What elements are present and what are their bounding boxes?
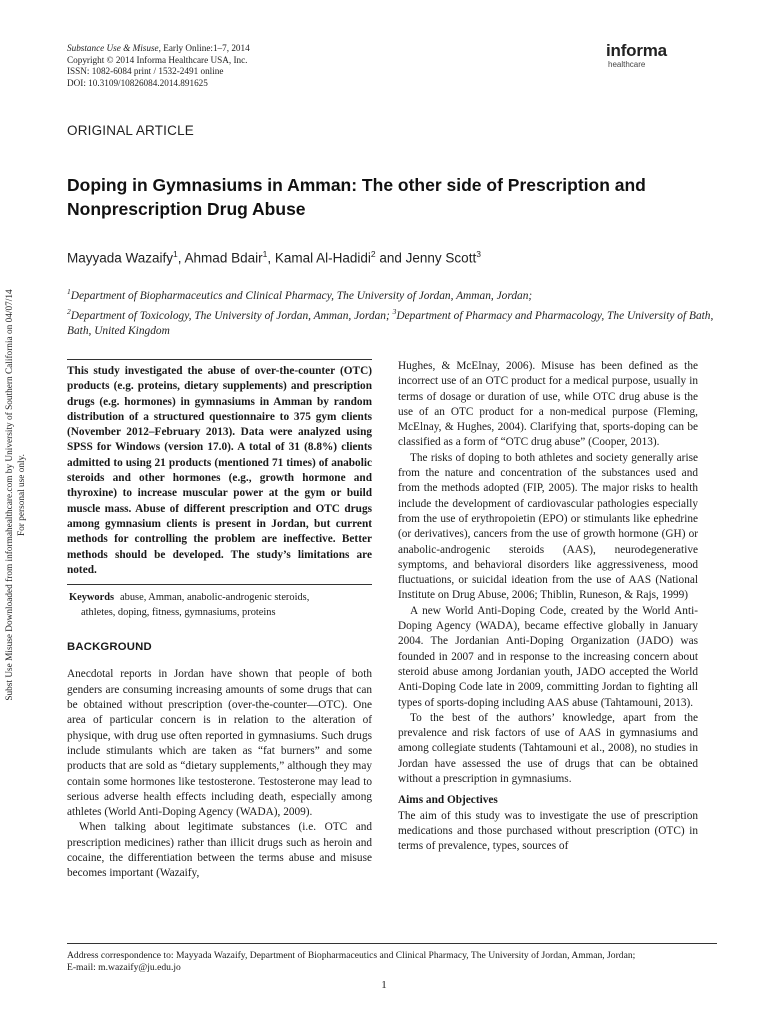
- author-separator: and: [375, 250, 406, 266]
- author-affil-sup: 1: [173, 249, 178, 259]
- affil-sup: 2: [67, 306, 71, 316]
- author-affil-sup: 1: [262, 249, 268, 259]
- paragraph: When talking about legitimate substances (i.e. OTC and prescription medicines) rather than illicit drugs such as heroin and cocaine, the differentiation between the terms abuse and misuse becomes important (Wazaify,: [67, 821, 372, 880]
- affiliation-3: Department of Pharmacy and Pharmacology, The University of Bath, Bath, United Kingdom: [67, 309, 714, 337]
- right-column: [398, 359, 698, 855]
- abstract: This study investigated the abuse of over-the-counter (OTC) products (e.g. proteins, dietary supplements) and prescription drugs (e.g. hormones) in gymnasiums in Amman by random distribution of a structured questionnaire to 375 gym clients (November 2012–February 2013). Data were analyzed using SPSS for Windows (version 17.0). A total of 31 (8.8%) clients admitted to using 21 products (mentioned 71 times) of anabolic steroids and other hormones (e.g., growth hormone and thyroxine) to increase muscular power at the gym or build muscle mass. Abuse of different prescription and OTC drugs among gymnasium clients is present in Jordan, but current methods for controlling the problem are ineffective. Better methods should be developed. The study’s limitations are noted.: [67, 359, 372, 578]
- author-affil-sup: 2: [370, 249, 376, 259]
- keywords: [67, 584, 372, 620]
- article-title: Doping in Gymnasiums in Amman: The other side of Prescription and Nonprescription Drug Abuse: [67, 175, 646, 219]
- author-name: Jenny Scott: [405, 250, 477, 266]
- section-heading-background: BACKGROUND: [67, 641, 152, 654]
- paragraph: Hughes, & McElnay, 2006). Misuse has been defined as the incorrect use of an OTC product for a medical purpose, usually in terms of dosage or duration of use, while OTC drug abuse is the use of an OTC product for a non-medical purpose (Fleming, McElnay, & Hughes, 2004). Clarifying that, sports-doping can be classified as a form of “OTC drug abuse” (Cooper, 2013).: [398, 360, 698, 449]
- affiliations: [67, 284, 717, 339]
- affiliation-2: Department of Toxicology, The University of Jordan, Amman, Jordan;: [70, 309, 393, 322]
- journal-name: Substance Use & Misuse: [67, 43, 159, 53]
- author-separator: ,: [267, 250, 275, 266]
- correspondence-footnote: [67, 943, 717, 974]
- affiliation-1: Department of Biopharmaceutics and Clinical Pharmacy, The University of Jordan, Amman, Jordan;: [70, 289, 533, 302]
- author-affil-sup: 3: [476, 249, 481, 259]
- journal-copyright: Copyright © 2014 Informa Healthcare USA, Inc.: [67, 54, 248, 65]
- author-name: Mayyada Wazaify: [67, 250, 174, 266]
- page-number: 1: [381, 979, 387, 991]
- author-list: [67, 249, 727, 266]
- keywords-label: Keywords: [69, 592, 115, 604]
- author-name: Kamal Al-Hadidi: [274, 250, 371, 266]
- paragraph: The risks of doping to both athletes and society generally arise from the nature and concentration of the substances used and from the methods adopted (FIP, 2005). The major risks to health include the development of cardiovascular pathologies especially from the use of erythropoietin (EPO) or stimulants like ephedrine (or derivatives), cancers from the use of growth hormone (GH) or anabolic-androgenic steroids (AAS), neurodegenerative symptoms, and behavioral disorders like aggressiveness, mood fluctuations, or suicidal ideation from the use of AAS (National Institute on Drug Abuse, 2006; Thiblin, Runeson, & Rajs, 1999): [398, 451, 698, 602]
- author-separator: ,: [177, 250, 185, 266]
- left-column: [67, 359, 372, 882]
- affil-sup: 1: [67, 287, 71, 296]
- download-side-note: [3, 270, 37, 720]
- journal-info: [67, 43, 250, 89]
- subsection-heading-aims: Aims and Objectives: [398, 794, 498, 807]
- journal-issue: , Early Online:1–7, 2014: [158, 43, 250, 53]
- journal-doi: DOI: 10.3109/10826084.2014.891625: [67, 77, 208, 88]
- publisher-logo: [606, 42, 667, 69]
- keywords-line-1: abuse, Amman, anabolic-androgenic steroids,: [120, 592, 310, 604]
- paragraph: A new World Anti-Doping Code, created by the World Anti-Doping Agency (WADA), became effective globally in January 2004. The Jordanian Anti-Doping Organization (JADO) was founded in 2007 and in response to the increasing concern about steroid abuse among Jordanian youth, JADO accepted the World Anti-Doping Code late in 2009, committing Jordan to fighting all types of sports-doping including AAS abuse (Tahtamouni, 2013).: [398, 604, 698, 709]
- side-note-line-2: For personal use only.: [16, 453, 27, 537]
- journal-issn: ISSN: 1082-6084 print / 1532-2491 online: [67, 66, 224, 77]
- logo-sub-text: healthcare: [608, 60, 646, 69]
- author-name: Ahmad Bdair: [184, 250, 263, 266]
- keywords-line-2: athletes, doping, fitness, gymnasiums, proteins: [81, 606, 276, 618]
- side-note-line-1: Subst Use Misuse Downloaded from informahealthcare.com by University of Southern California on 04/07/14: [5, 289, 15, 701]
- footnote-line-2: E-mail: m.wazaify@ju.edu.jo: [67, 962, 181, 973]
- article-type: ORIGINAL ARTICLE: [67, 123, 194, 138]
- footnote-line-1: Address correspondence to: Mayyada Wazaify, Department of Biopharmaceutics and Clinical Pharmacy, The University of Jordan, Amman, Jordan;: [67, 950, 636, 961]
- affil-sup: 3: [392, 306, 397, 316]
- paragraph: To the best of the authors’ knowledge, apart from the prevalence and risk factors of use of AAS in gymnasiums and among collegiate students (Tahtamouni et al., 2008), no studies in Jordan have assessed the use of drugs that can be obtained without a prescription in gymnasiums.: [398, 711, 698, 786]
- paragraph: Anecdotal reports in Jordan have shown that people of both genders are consuming increasing amounts of some drugs that can be obtained without prescription (over-the-counter—OTC). One area of particular concern is in relation to the alteration of physique, with drug use often reported in gymnasiums. Such drugs include stimulants which are taken as “fat burners” and some products that are sold as “dietary supplements,” although they may contain some hormones like testosterone. Testosterone may lead to serious adverse health effects including death, especially among athletes (World Anti-Doping Agency (WADA), 2009).: [67, 668, 372, 819]
- paragraph: The aim of this study was to investigate the use of prescription medications and those purchased without prescription (OTC) in terms of prevalence, types, sources of: [398, 809, 698, 853]
- logo-main-text: informa: [606, 41, 667, 60]
